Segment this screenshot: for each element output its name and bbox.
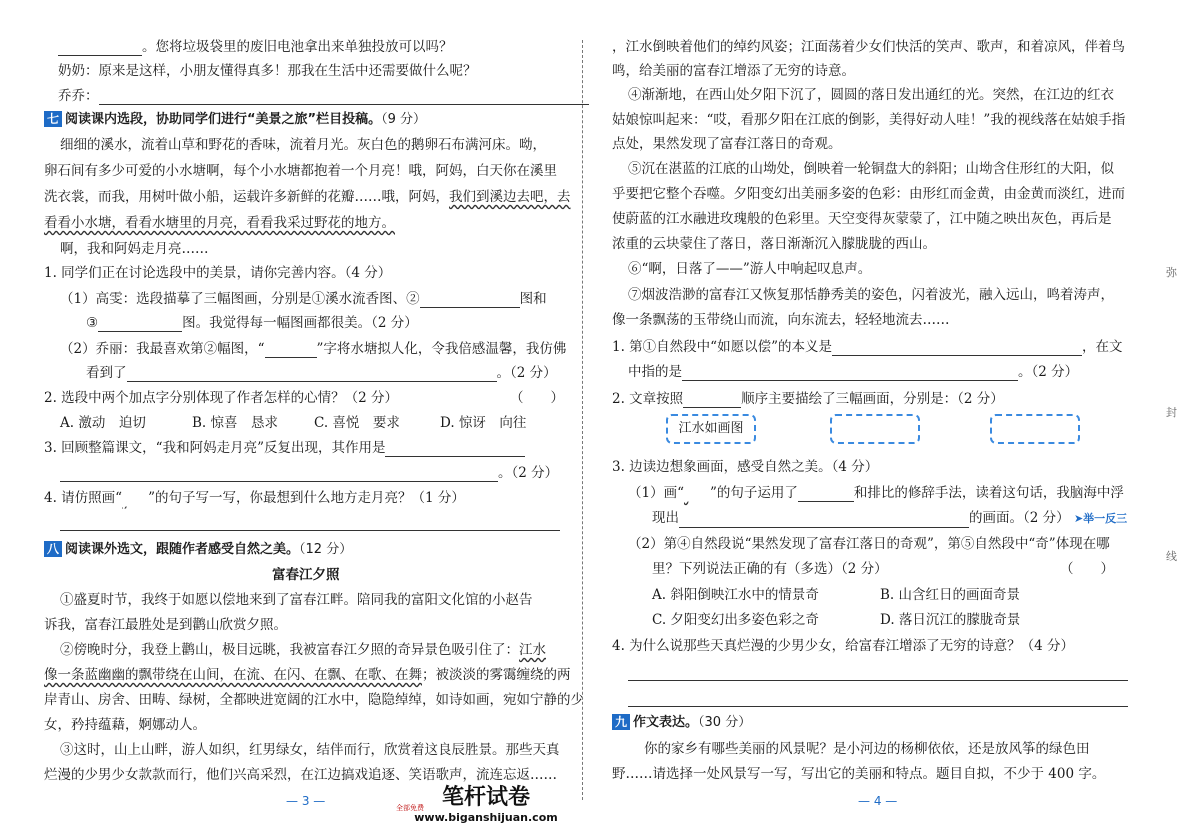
question-3-cont: 。（2 分） — [60, 464, 558, 482]
extension-tag: ➤举一反三 — [1073, 512, 1128, 525]
wavy-mark — [122, 489, 148, 507]
question-1b: （2）乔丽：我最喜欢第②幅图，“ ”字将水塘拟人化，令我倍感温馨，我仿佛 — [60, 341, 567, 357]
article-line: 岸青山、房舍、田畴、绿树，全都映进宽阔的江水中，隐隐绰绰，如诗如画，宛如宁静的少 — [44, 692, 584, 708]
option-c[interactable]: C. 夕阳变幻出多姿色彩之奇 — [652, 612, 819, 628]
option-c[interactable]: C. 喜悦 要求 — [314, 415, 400, 431]
question-2: 2. 选段中两个加点字分别体现了作者怎样的心情？（2 分） — [44, 390, 399, 406]
option-d[interactable]: D. 惊讶 向往 — [440, 415, 527, 431]
answer-paren[interactable]: （ ） — [1060, 561, 1114, 577]
answer-line[interactable] — [628, 680, 1128, 681]
passage-line: 洗衣裳，而我，用树叶做小船，运载许多新鲜的花瓣……哦，阿妈，我们到溪边去吧，去 — [44, 189, 571, 205]
answer-blank[interactable] — [385, 442, 525, 457]
article-line: ④渐渐地，在西山处夕阳下沉了，圆圆的落日发出通红的光。突然，在江边的红衣 — [628, 87, 1114, 103]
question-4: 4. 为什么说那些天真烂漫的少男少女，给富春江增添了无穷的诗意？（4 分） — [612, 638, 1075, 654]
option-a[interactable]: A. 斜阳倒映江水中的情景奇 — [652, 587, 819, 603]
page-number: — 3 — — [286, 794, 326, 808]
option-b[interactable]: B. 山含红日的画面奇景 — [880, 587, 1021, 603]
watermark-small: 全部免费 — [396, 804, 424, 812]
article-title: 富春江夕照 — [272, 567, 340, 583]
section-number: 七 — [44, 111, 62, 127]
question-1b-cont: 看到了 。（2 分） — [86, 365, 557, 381]
question-1: 1. 第①自然段中“如愿以偿”的本义是 ，在文 — [612, 339, 1123, 355]
binding-char: 封 — [1166, 406, 1177, 419]
question-1: 1. 同学们正在讨论选段中的美景，请你完善内容。（4 分） — [44, 265, 392, 281]
article-line: 点处，果然发现了富春江落日的奇观。 — [612, 136, 842, 152]
answer-blank[interactable] — [60, 467, 498, 482]
binding-char: 弥 — [1166, 266, 1177, 279]
article-line: 姑娘惊叫起来：“哎，看那夕阳在江底的倒影，美得好动人哇！”我的视线落在姑娘手指 — [612, 112, 1126, 128]
essay-prompt: 野……请选择一处风景写一写，写出它的美丽和特点。题目自拟，不少于 400 字。 — [612, 766, 1106, 782]
passage-line: 卵石间有多少可爱的小水塘啊，每个小水塘都抱着一个月亮！哦，阿妈，白天你在溪里 — [44, 163, 557, 179]
wavy-underlined-text: 看看小水塘，看看水塘里的月亮，看看我采过野花的地方。 — [44, 215, 395, 231]
watermark-url: www.biganshijuan.com — [414, 811, 558, 824]
question-4: 4. 请仿照画“ ”的句子写一写，你最想到什么地方走月亮？（1 分） — [44, 490, 465, 506]
passage-line — [44, 214, 395, 232]
question-3a: （1）画“ ”的句子运用了 和排比的修辞手法，读着这句话，我脑海中浮 — [628, 485, 1124, 501]
answer-line[interactable] — [628, 706, 1128, 707]
answer-blank[interactable] — [682, 366, 1018, 381]
answer-blank[interactable] — [98, 317, 182, 332]
answer-blank[interactable] — [679, 513, 969, 528]
article-line: 浓重的云块蒙住了落日，落日渐渐沉入朦胧胧的西山。 — [612, 236, 936, 252]
section-8-header: 八 阅读课外选文，跟随作者感受自然之美。（12 分） — [44, 541, 352, 559]
article-line: ，江水倒映着他们的绰约风姿；江面荡着少女们快活的笑声、歌声，和着凉风，伴着鸟 — [612, 39, 1125, 55]
article-line: 乎要把它整个吞噬。夕阳变幻出美丽多姿的色彩：由形红而金黄，由金黄而淡红，进而 — [612, 186, 1125, 202]
section-7-header: 七 阅读课内选段，协助同学们进行“美景之旅”栏目投稿。（9 分） — [44, 111, 426, 129]
dialogue-line-2: 奶奶：原来是这样，小朋友懂得真多！那我在生活中还需要做什么呢？ — [58, 63, 477, 79]
article-line: 使蔚蓝的江水融进玫瑰般的色彩里。天空变得灰蒙蒙了，江中随之映出灰色，再后是 — [612, 211, 1112, 227]
page-fold-line — [582, 40, 583, 800]
essay-prompt: 你的家乡有哪些美丽的风景呢？是小河边的杨柳依依，还是放风筝的绿色田 — [644, 741, 1090, 757]
watermark-title: 笔杆试卷 — [441, 785, 530, 810]
option-b[interactable]: B. 惊喜 恳求 — [192, 415, 279, 431]
answer-blank[interactable] — [683, 393, 741, 408]
question-3b-cont: 里？下列说法正确的有（多选）（2 分） — [652, 561, 888, 577]
article-line: 女，矜持蕴藉，婀娜动人。 — [44, 717, 206, 733]
answer-box-3[interactable] — [990, 414, 1080, 444]
dialogue-line-1: 。您将垃圾袋里的废旧电池拿出来单独投放可以吗？ — [58, 38, 453, 56]
article-line: 鸣，给美丽的富春江增添了无穷的诗意。 — [612, 63, 855, 79]
answer-blank[interactable] — [58, 41, 142, 56]
question-1-cont: 中指的是 。（2 分） — [628, 364, 1079, 380]
article-line: ⑤沉在湛蓝的江底的山坳处，倒映着一轮铜盘大的斜阳；山坳含住形红的大阳，似 — [628, 161, 1114, 177]
answer-blank[interactable] — [265, 343, 317, 358]
answer-paren[interactable]: （ ） — [510, 390, 564, 406]
option-d[interactable]: D. 落日沉江的朦胧奇景 — [880, 612, 1021, 628]
answer-blank[interactable] — [832, 341, 1082, 356]
answer-blank[interactable] — [127, 367, 497, 382]
article-line: ①盛夏时节，我终于如愿以偿地来到了富春江畔。陪同我的富阳文化馆的小赵告 — [60, 592, 533, 608]
article-line: ⑥“啊，日落了——”游人中响起叹息声。 — [628, 261, 872, 277]
article-line: 像一条飘荡的玉带绕山而流，向东流去，轻轻地流去…… — [612, 312, 950, 328]
watermark — [396, 785, 576, 825]
dialogue-line-3: 乔乔： — [58, 87, 589, 105]
answer-box-2[interactable] — [830, 414, 920, 444]
answer-blank[interactable] — [99, 90, 589, 105]
passage-line: 细细的溪水，流着山草和野花的香味，流着月光。灰白色的鹅卵石布满河床。呦， — [60, 137, 546, 153]
answer-box-1: 江水如画图 — [666, 414, 756, 444]
option-a[interactable]: A. 激动 迫切 — [60, 415, 146, 431]
article-line: 像一条蓝幽幽的飘带绕在山间，在流、在闪、在飘、在歌、在舞；被淡淡的雾霭缠绕的两 — [44, 667, 571, 683]
answer-blank[interactable] — [798, 487, 854, 502]
question-3b: （2）第④自然段说“果然发现了富春江落日的奇观”，第⑤自然段中“奇”体现在哪 — [628, 536, 1110, 552]
question-3a-cont: 现出 的画面。（2 分） ➤举一反三 — [652, 510, 1128, 526]
article-line: 烂漫的少男少女款款而行，他们兴高采烈，在江边搞戏追逐、笑语歌声，流连忘返…… — [44, 767, 557, 783]
question-2: 2. 文章按照 顺序主要描绘了三幅画面，分别是：（2 分） — [612, 391, 1004, 407]
page-number: — 4 — — [858, 794, 898, 808]
question-3: 3. 边读边想象画面，感受自然之美。（4 分） — [612, 459, 879, 475]
section-9-header: 九 作文表达。（30 分） — [612, 714, 751, 732]
answer-line[interactable] — [60, 530, 560, 531]
question-1a: （1）高雯：选段描摹了三幅图画，分别是①溪水流香图、② 图和 — [60, 291, 547, 307]
article-line: 诉我，富春江最胜处是到鹳山欣赏夕照。 — [44, 617, 287, 633]
article-line: ③这时，山上山畔，游人如织，红男绿女，结伴而行，欣赏着这良辰胜景。那些天真 — [60, 742, 560, 758]
section-number: 九 — [612, 714, 630, 730]
answer-blank[interactable] — [420, 293, 520, 308]
question-1a-cont: ③ 图。我觉得每一幅图画都很美。（2 分） — [86, 315, 418, 331]
question-3: 3. 回顾整篇课文，“我和阿妈走月亮”反复出现，其作用是 — [44, 439, 525, 457]
article-line: ⑦烟波浩渺的富春江又恢复那恬静秀美的姿色，闪着波光，融入远山，鸣着涛声， — [628, 287, 1114, 303]
section-number: 八 — [44, 541, 62, 557]
binding-char: 线 — [1166, 550, 1177, 563]
wavy-underlined-text: 像一条蓝幽幽的飘带绕在山间，在流、在闪、在飘、在歌、在舞 — [44, 667, 422, 683]
article-line: ②傍晚时分，我登上鹳山，极目远眺，我被富春江夕照的奇异景色吸引住了：江水 — [60, 642, 546, 658]
wavy-underlined-text: 我们到溪边去吧，去 — [449, 189, 571, 205]
passage-line: 啊，我和阿妈走月亮…… — [60, 241, 209, 257]
wavy-mark — [684, 484, 710, 502]
